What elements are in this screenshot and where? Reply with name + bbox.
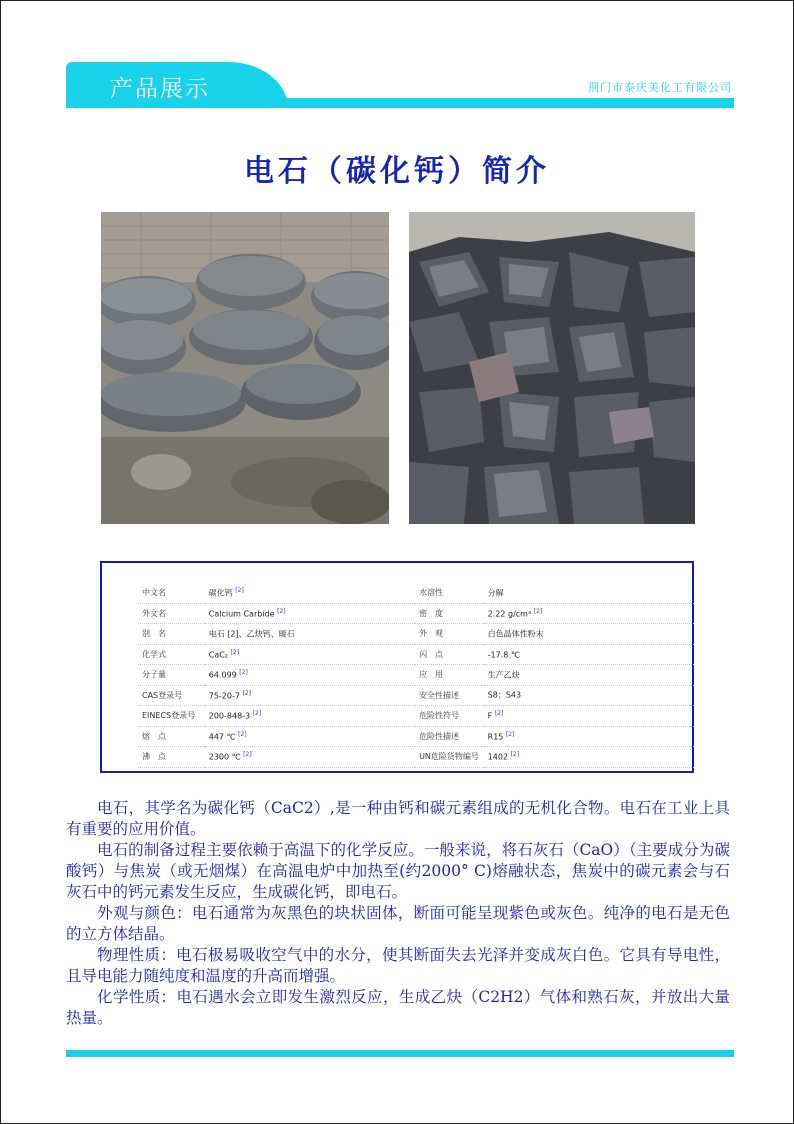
company-name: 荆门市泰庆美化工有限公司 xyxy=(588,81,732,94)
property-value xyxy=(205,726,415,747)
property-value xyxy=(484,685,694,706)
property-name xyxy=(138,603,205,624)
paragraph-intro: 电石，其学名为碳化钙（CaC2）,是一种由钙和碳元素组成的无机化合物。电石在工业上具有重要的应用价值。 xyxy=(66,799,730,838)
property-text: 生产乙炔 xyxy=(487,670,520,680)
property-name xyxy=(415,644,484,665)
property-text: CaC₂ xyxy=(208,650,229,660)
property-text: 447 ℃ xyxy=(208,732,236,742)
property-text: 200-848-3 xyxy=(208,712,251,722)
property-name xyxy=(138,706,205,727)
reference-link[interactable]: [2] xyxy=(243,751,252,759)
property-value xyxy=(205,603,415,624)
property-label: 安全性描述 xyxy=(419,690,460,700)
property-name xyxy=(415,706,484,727)
property-name xyxy=(138,665,205,686)
properties-table-box xyxy=(100,561,694,773)
property-label: 外文名 xyxy=(142,608,166,618)
reference-link[interactable]: [2] xyxy=(239,669,248,677)
property-name xyxy=(415,603,484,624)
property-label: 危险性符号 xyxy=(419,711,460,721)
reference-link[interactable]: [2] xyxy=(252,710,262,718)
property-label: 熔 点 xyxy=(142,731,166,741)
reference-link[interactable]: [2] xyxy=(494,710,504,718)
property-value xyxy=(484,603,694,624)
property-text: Calcium Carbide xyxy=(208,609,275,619)
paragraph-appearance: 外观与颜色：电石通常为灰黑色的块状固体，断面可能呈现紫色或灰色。纯净的电石是无色的立方体结晶。 xyxy=(66,904,730,943)
property-text: F xyxy=(487,712,493,722)
property-value xyxy=(484,665,694,686)
property-value xyxy=(205,665,415,686)
reference-link[interactable]: [2] xyxy=(242,689,252,697)
property-label: 密 度 xyxy=(419,608,444,618)
property-name xyxy=(415,747,484,768)
property-value xyxy=(484,706,694,727)
property-label: 沸 点 xyxy=(142,752,166,762)
property-text: S8；S43 xyxy=(487,691,522,701)
page-title: 电石（碳化钙）简介 xyxy=(244,154,550,189)
reference-link[interactable]: [2] xyxy=(238,730,247,738)
property-label: 应 用 xyxy=(419,670,444,680)
table-row xyxy=(138,624,694,645)
property-label: 外 观 xyxy=(419,629,444,639)
table-row xyxy=(138,726,694,747)
property-text: 75-20-7 xyxy=(208,691,240,701)
property-value xyxy=(205,685,415,706)
property-name xyxy=(415,583,484,603)
property-label: EINECS登录号 xyxy=(142,711,196,721)
property-label: 中文名 xyxy=(142,588,166,598)
footer-bar xyxy=(66,1050,734,1057)
paragraph-physical: 物理性质：电石极易吸收空气中的水分，使其断面失去光泽并变成灰白色。它具有导电性，且导电能力随纯度和温度的升高而增强。 xyxy=(66,946,730,985)
calcium-carbide-lumps-photo xyxy=(409,212,695,524)
property-label: 闪 点 xyxy=(419,649,444,659)
reference-link[interactable]: [2] xyxy=(505,730,515,738)
property-name xyxy=(138,583,205,603)
properties-table xyxy=(138,583,694,768)
property-value xyxy=(205,624,415,645)
property-value xyxy=(205,644,415,665)
property-text: 1402 xyxy=(487,753,509,763)
section-title: 产品展示 xyxy=(110,76,210,102)
table-row xyxy=(138,603,694,624)
property-name xyxy=(138,685,205,706)
table-row xyxy=(138,685,694,706)
property-label: 水溶性 xyxy=(419,588,444,598)
reference-link[interactable]: [2] xyxy=(277,607,286,615)
property-name xyxy=(415,665,484,686)
description-text xyxy=(66,798,730,1029)
table-row xyxy=(138,665,694,686)
property-value xyxy=(484,747,694,768)
property-text: R15 xyxy=(487,732,504,742)
property-text: 64.099 xyxy=(208,671,237,681)
calcium-carbide-blocks-photo xyxy=(101,212,389,524)
property-label: 危险性描述 xyxy=(419,731,460,741)
property-label: CAS登录号 xyxy=(142,690,183,700)
table-row xyxy=(138,747,694,768)
property-value xyxy=(484,624,694,645)
property-name xyxy=(138,644,205,665)
property-text: 碳化钙 xyxy=(208,588,233,598)
property-value xyxy=(205,706,415,727)
property-value xyxy=(484,583,694,603)
reference-link[interactable]: [2] xyxy=(533,607,543,615)
property-name xyxy=(138,624,205,645)
property-text: 2.22 g/cm³ xyxy=(487,609,532,619)
property-value xyxy=(484,644,694,665)
property-text: -17.8 ℃ xyxy=(487,650,520,660)
property-value xyxy=(205,747,415,768)
paragraph-preparation: 电石的制备过程主要依赖于高温下的化学反应。一般来说，将石灰石（CaO）（主要成分为碳酸钙）与焦炭（或无烟煤）在高温电炉中加热至(约2000° C)熔融状态，焦炭中的碳元素会与石灰石中的钙元素发生反应，生成碳化钙，即电石。 xyxy=(66,841,730,901)
property-value xyxy=(484,726,694,747)
property-label: 别 名 xyxy=(142,629,166,639)
property-label: 分子量 xyxy=(142,670,166,680)
property-name xyxy=(415,685,484,706)
table-row xyxy=(138,644,694,665)
reference-link[interactable]: [2] xyxy=(510,751,520,759)
table-row xyxy=(138,583,694,603)
property-text: 分解 xyxy=(487,588,504,598)
table-row xyxy=(138,706,694,727)
property-text: 电石 [2]、乙炔钙、暖石 xyxy=(208,629,295,639)
property-label: 化学式 xyxy=(142,649,166,659)
property-text: 白色晶体性粉末 xyxy=(487,629,544,639)
property-name xyxy=(138,747,205,768)
paragraph-chemical: 化学性质：电石遇水会立即发生激烈反应，生成乙炔（C2H2）气体和熟石灰，并放出大量热量。 xyxy=(66,988,730,1027)
property-name xyxy=(138,726,205,747)
property-name xyxy=(415,624,484,645)
property-label: UN危险货物编号 xyxy=(419,752,479,762)
property-value xyxy=(205,583,415,603)
reference-link[interactable]: [2] xyxy=(230,648,240,656)
reference-link[interactable]: [2] xyxy=(235,586,244,594)
property-text: 2300 ℃ xyxy=(208,753,241,763)
property-name xyxy=(415,726,484,747)
